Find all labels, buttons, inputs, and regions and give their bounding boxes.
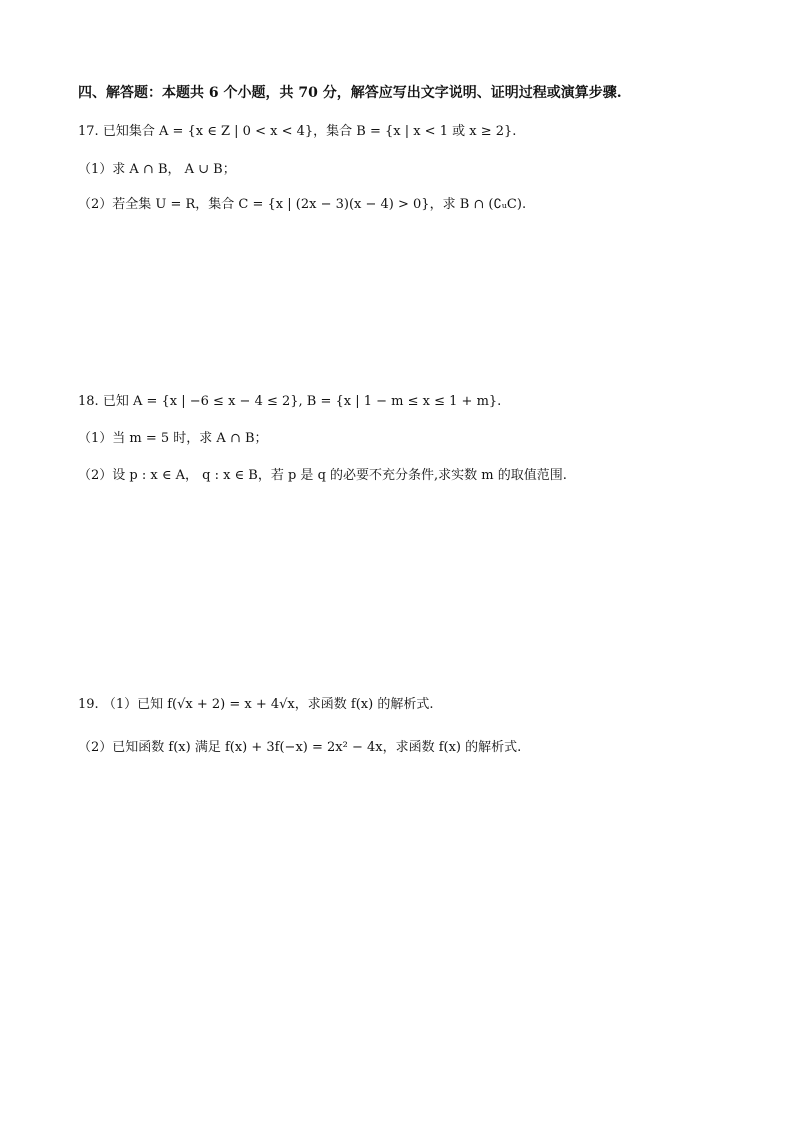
question-17-part-1: （1）求 A ∩ B， A ∪ B； bbox=[78, 162, 236, 177]
question-text: 已知集合 A = {x ∈ Z | 0 < x < 4}，集合 B = {x | x < 1 或 x ≥ 2}. bbox=[102, 124, 517, 139]
question-number: 19. bbox=[78, 697, 99, 712]
question-18-part-1: （1）当 m = 5 时，求 A ∩ B； bbox=[78, 431, 268, 446]
section-heading: 四、解答题：本题共 6 个小题，共 70 分，解答应写出文字说明、证明过程或演算步骤. bbox=[78, 85, 622, 101]
question-number: 17. bbox=[78, 124, 99, 139]
question-19-part-2: （2）已知函数 f(x) 满足 f(x) + 3f(−x) = 2x² − 4x，求函数 f(x) 的解析式. bbox=[78, 740, 522, 755]
question-17-stem bbox=[78, 120, 516, 139]
question-18-stem bbox=[78, 390, 501, 409]
question-text: 已知 A = {x | −6 ≤ x − 4 ≤ 2}, B = {x | 1 − m ≤ x ≤ 1 + m}. bbox=[102, 394, 502, 409]
question-17-part-2: （2）若全集 U = R，集合 C = {x | (2x − 3)(x − 4) > 0}，求 B ∩ (∁ᵤC). bbox=[78, 197, 527, 212]
question-19-stem bbox=[78, 693, 433, 712]
question-text: （1）已知 f(√x + 2) = x + 4√x，求函数 f(x) 的解析式. bbox=[102, 697, 434, 712]
question-number: 18. bbox=[78, 394, 99, 409]
question-18-part-2: （2）设 p : x ∈ A， q : x ∈ B，若 p 是 q 的必要不充分条件,求实数 m 的取值范围. bbox=[78, 468, 567, 483]
